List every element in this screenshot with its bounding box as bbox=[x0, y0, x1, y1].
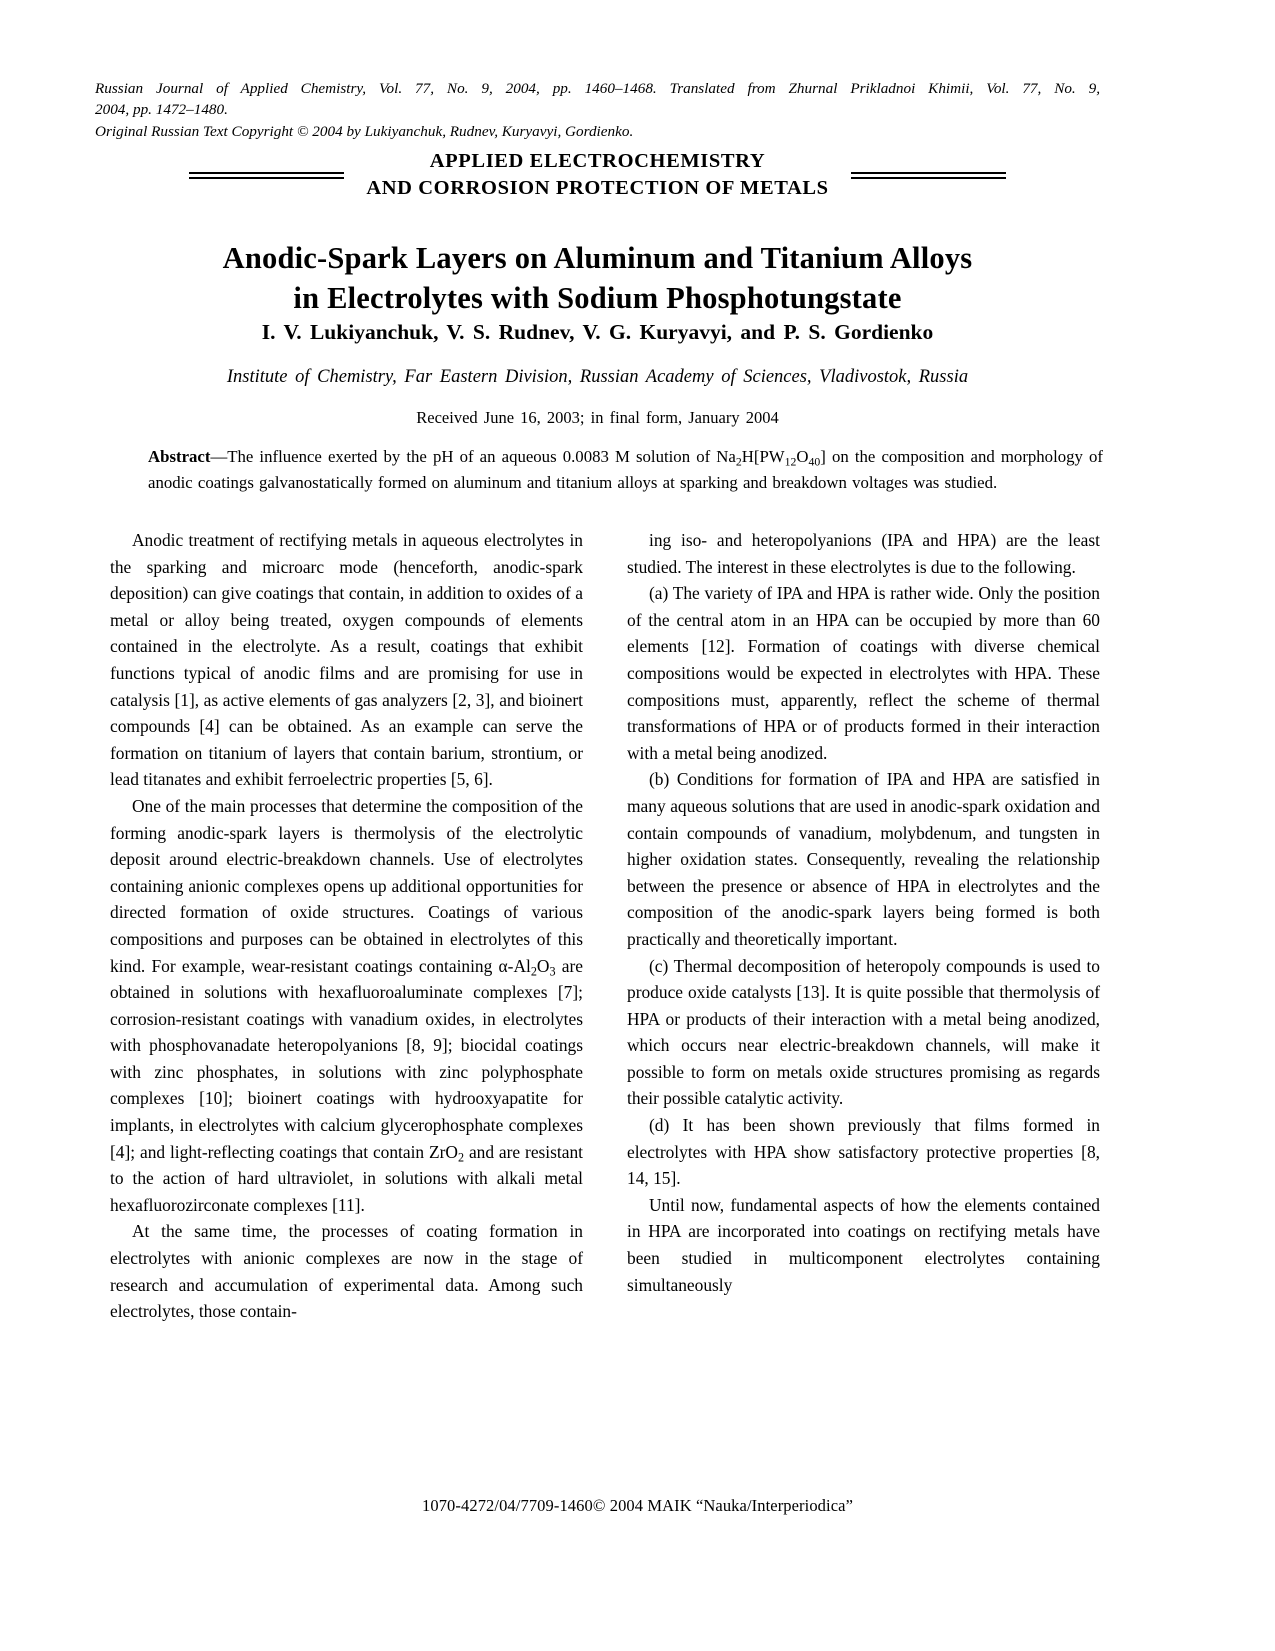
paragraph-text-c: are obtained in solutions with hexafluoroaluminate complexes [7]; corrosion-resistant coatings with vanadium oxides, in electrolytes with phosphovanadate heteropolyanions [8, 9]; biocidal coatings with zinc phosphates, in solutions with zinc polyphosphate complexes [10]; bioinert coatings with hydrooxyapatite for implants, in electrolytes with calcium glycerophosphate complexes [4]; and light-reflecting coatings that contain ZrO bbox=[110, 955, 584, 1162]
section-rule-left bbox=[189, 172, 344, 179]
page-footer: 1070-4272/04/7709-1460© 2004 MAIK “Nauka/Interperiodica” bbox=[422, 1496, 853, 1515]
abstract bbox=[148, 444, 1103, 495]
abstract-text-1: The influence exerted by the pH of an aqueous 0.0083 M solution of Na bbox=[227, 447, 736, 466]
paragraph: (b) Conditions for formation of IPA and HPA are satisfied in many aqueous solutions that are used in anodic-spark oxidation and contain compounds of vanadium, molybdenum, and tungsten in higher oxidation states. Consequently, revealing the relationship between the presence or absence of HPA in electrolytes and the composition of the anodic-spark layers being formed is both practically and theoretically important. bbox=[627, 769, 1100, 949]
paragraph: Anodic treatment of rectifying metals in aqueous electrolytes in the sparking and microarc mode (henceforth, anodic-spark deposition) can give coatings that contain, in addition to oxides of a metal or alloy being treated, oxygen compounds of elements contained in the electrolyte. As a result, coatings that exhibit functions typical of anodic films and are promising for use in catalysis [1], as active elements of gas analyzers [2, 3], and bioinert compounds [4] can be obtained. As an example can serve the formation on titanium of layers that contain barium, strontium, or lead titanates and exhibit ferroelectric properties [5, 6]. bbox=[110, 530, 583, 790]
article-title-line-1: Anodic-Spark Layers on Aluminum and Titanium Alloys bbox=[222, 241, 973, 276]
paragraph: (a) The variety of IPA and HPA is rather wide. Only the position of the central atom in an HPA can be occupied by more than 60 elements [12]. Formation of coatings with diverse chemical compositions would be expected in electrolytes with HPA. These compositions must, apparently, reflect the scheme of thermal transformations of HPA or of products formed in their interaction with a metal being anodized. bbox=[627, 583, 1100, 763]
left-column bbox=[110, 527, 583, 1407]
formula-sub-1: 2 bbox=[530, 963, 537, 978]
received-date: Received June 16, 2003; in final form, January 2004 bbox=[416, 408, 779, 427]
formula-sub-2: 3 bbox=[549, 963, 556, 978]
section-header bbox=[95, 148, 1100, 202]
abstract-text-2: H[PW bbox=[741, 447, 785, 466]
section-title bbox=[344, 148, 850, 202]
paragraph: ing iso- and heteropolyanions (IPA and HPA) are the least studied. The interest in these electrolytes is due to the following. bbox=[627, 530, 1100, 577]
section-rule-right bbox=[851, 172, 1006, 179]
article-title bbox=[100, 238, 1095, 318]
section-title-line-1: APPLIED ELECTROCHEMISTRY bbox=[429, 150, 766, 172]
abstract-dash: — bbox=[210, 447, 228, 466]
abstract-text-4: ] on the composition and morphology of anodic coatings galvanostatically formed on aluminum and titanium alloys at sparking and breakdown voltages was studied. bbox=[148, 447, 1103, 492]
section-title-line-2: AND CORROSION PROTECTION OF METALS bbox=[366, 177, 829, 199]
affiliation: Institute of Chemistry, Far Eastern Division, Russian Academy of Sciences, Vladivostok, Russia bbox=[226, 367, 969, 387]
abstract-sub-1: 2 bbox=[735, 455, 742, 469]
journal-masthead bbox=[95, 78, 1100, 142]
abstract-sub-3: 40 bbox=[808, 455, 821, 469]
formula-sub-3: 2 bbox=[457, 1150, 465, 1165]
paragraph: (c) Thermal decomposition of heteropoly compounds is used to produce oxide catalysts [13]. It is quite possible that thermolysis of HPA or products of their interaction with a metal being anodized, which occurs near electric-breakdown channels, will make it possible to form on metals oxide structures promising as regards their possible catalytic activity. bbox=[627, 955, 1100, 1109]
abstract-label: Abstract bbox=[148, 447, 211, 466]
paragraph: At the same time, the processes of coating formation in electrolytes with anionic complexes are now in the stage of research and accumulation of experimental data. Among such electrolytes, those contain- bbox=[110, 1221, 583, 1322]
paragraph: (d) It has been shown previously that films formed in electrolytes with HPA show satisfactory protective properties [8, 14, 15]. bbox=[627, 1115, 1100, 1189]
masthead-line-2: 2004, pp. 1472–1480. bbox=[95, 101, 228, 118]
paragraph bbox=[110, 793, 583, 1219]
author-list: I. V. Lukiyanchuk, V. S. Rudnev, V. G. Kuryavyi, and P. S. Gordienko bbox=[261, 320, 934, 344]
abstract-text-3: O bbox=[796, 447, 809, 466]
masthead-copyright: Original Russian Text Copyright © 2004 by Lukiyanchuk, Rudnev, Kuryavyi, Gordienko. bbox=[95, 123, 634, 140]
body-columns bbox=[110, 527, 1100, 1407]
paragraph-text-a: One of the main processes that determine the composition of the forming anodic-spark layers is thermolysis of the electrolytic deposit around electric-breakdown channels. Use of electrolytes containing anionic complexes opens up additional opportunities for directed formation of oxide structures. Coatings of various compositions and purposes can be obtained in electrolytes of this kind. For example, wear-resistant coatings containing α-Al bbox=[110, 795, 583, 976]
paragraph-text-d: and are resistant to the action of hard ultraviolet, in solutions with alkali metal hexafluorozirconate complexes [11]. bbox=[110, 1141, 583, 1215]
right-column bbox=[627, 527, 1100, 1407]
masthead-line-1: Russian Journal of Applied Chemistry, Vol. 77, No. 9, 2004, pp. 1460–1468. Translated from Zhurnal Prikladnoi Khimii, Vol. 77, No. 9, bbox=[95, 80, 1100, 97]
article-title-line-2: in Electrolytes with Sodium Phosphotungstate bbox=[293, 281, 902, 316]
abstract-sub-2: 12 bbox=[784, 455, 797, 469]
paragraph: Until now, fundamental aspects of how the elements contained in HPA are incorporated into coatings on rectifying metals have been studied in multicomponent electrolytes containing simultaneously bbox=[627, 1194, 1100, 1295]
paragraph-text-b: O bbox=[536, 955, 550, 976]
